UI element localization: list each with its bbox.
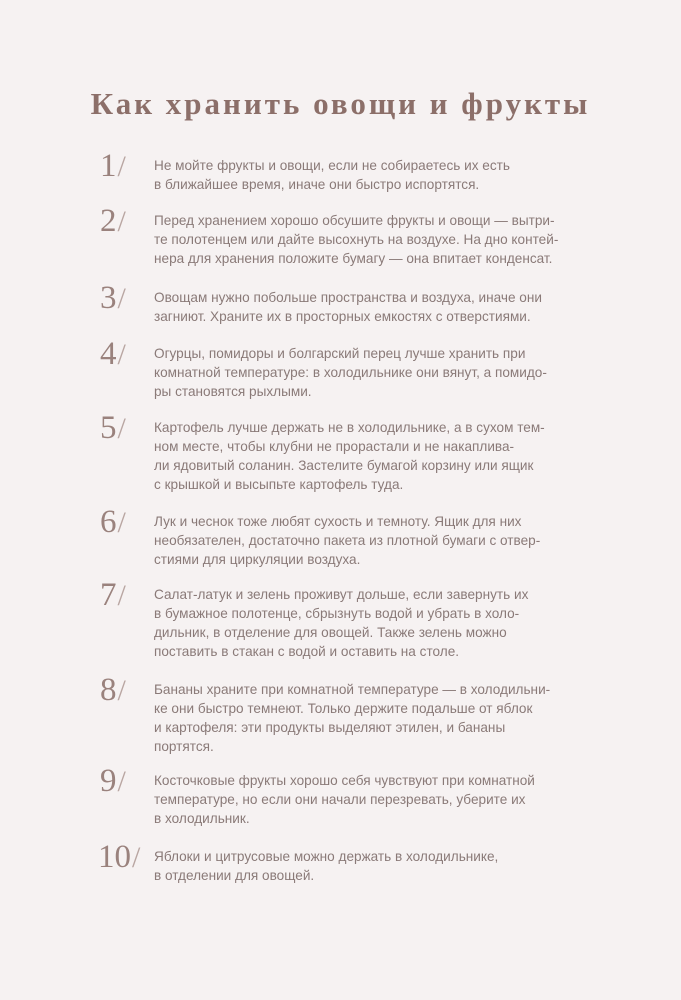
tip-text: Картофель лучше держать не в холодильнике, а в сухом тем- ном месте, чтобы клубни не прорастали и не накаплива- ли ядовитый соланин. Застелите бумагой корзину или ящик с крышкой и высыпьте картофель туда. (154, 420, 545, 492)
tip-number: 1/ (100, 148, 126, 184)
tip-number: 5/ (100, 410, 126, 446)
tip-text: Косточковые фрукты хорошо себя чувствуют при комнатной температуре, но если они начали перезревать, уберите их в холодильник. (154, 773, 535, 826)
tip-number: 8/ (100, 672, 126, 708)
tip-text: Яблоки и цитрусовые можно держать в холодильнике, в отделении для овощей. (154, 849, 499, 883)
tip-text: Салат-латук и зелень проживут дольше, если завернуть их в бумажное полотенце, сбрызнуть водой и убрать в холо- дильник, в отделение для овощей. Также зелень можно поставить в стакан с водой и оставить на столе. (154, 587, 529, 659)
tip-number: 7/ (100, 577, 126, 613)
tip-text: Не мойте фрукты и овощи, если не собираетесь их есть в ближайшее время, иначе они быстро испортятся. (154, 158, 510, 192)
tip-number: 10/ (98, 839, 141, 875)
tip-number: 2/ (100, 203, 126, 239)
tip-number: 3/ (100, 280, 126, 316)
page-title: Как хранить овощи и фрукты (90, 86, 591, 121)
tip-text: Огурцы, помидоры и болгарский перец лучше хранить при комнатной температуре: в холодильнике они вянут, а помидо- ры становятся рыхлыми. (154, 346, 547, 399)
tip-number: 6/ (100, 504, 126, 540)
tip-number: 4/ (100, 336, 126, 372)
tip-text: Бананы храните при комнатной температуре — в холодильни- ке они быстро темнеют. Только держите подальше от яблок и картофеля: эти продукты выделяют этилен, и бананы портятся. (154, 682, 551, 754)
tip-number: 9/ (100, 763, 126, 799)
tip-text: Перед хранением хорошо обсушите фрукты и овощи — вытри- те полотенцем или дайте высохнуть на воздухе. На дно контей- нера для хранения положите бумагу — она впитает конденсат. (154, 213, 559, 266)
tip-text: Овощам нужно побольше пространства и воздуха, иначе они загниют. Храните их в просторных емкостях с отверстиями. (154, 290, 542, 324)
tip-text: Лук и чеснок тоже любят сухость и темноту. Ящик для них необязателен, достаточно пакета из плотной бумаги с отвер- стиями для циркуляции воздуха. (154, 514, 541, 567)
